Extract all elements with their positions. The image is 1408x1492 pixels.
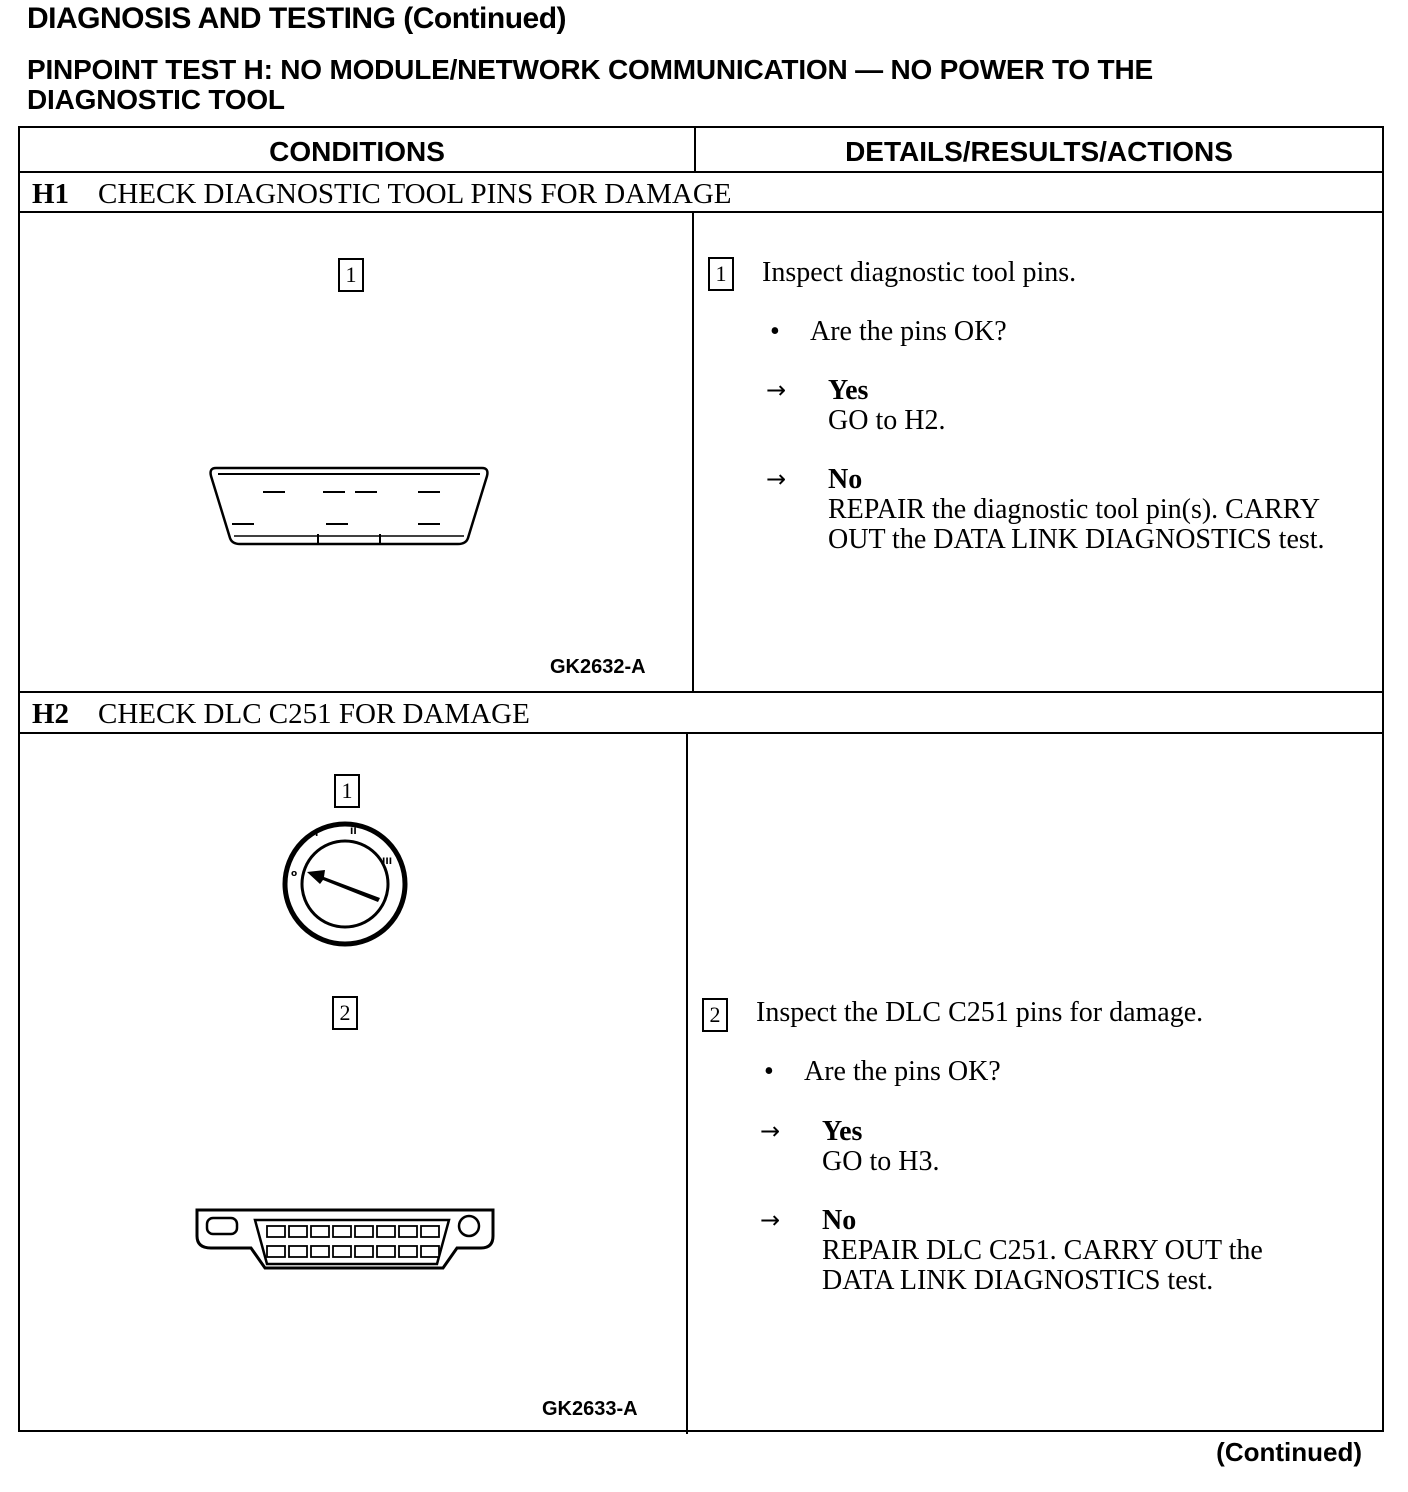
column-divider	[686, 734, 688, 1434]
h2-no-label: No	[822, 1205, 857, 1236]
svg-text:III: III	[382, 857, 393, 867]
svg-text:I: I	[315, 829, 319, 839]
divider	[20, 691, 1382, 693]
step-h2-title: CHECK DLC C251 FOR DAMAGE	[98, 698, 530, 730]
step-h1-id: H1	[32, 178, 70, 210]
continued-footer: (Continued)	[1216, 1437, 1362, 1467]
step-h2-title-row	[32, 698, 530, 731]
pinpoint-test-table	[18, 126, 1384, 1432]
h1-no-action-line-2: OUT the DATA LINK DIAGNOSTICS test.	[828, 524, 1325, 555]
divider	[20, 732, 1382, 734]
h1-no-result	[828, 465, 1325, 555]
details-column-header: DETAILS/RESULTS/ACTIONS	[845, 136, 1233, 167]
h2-action-text: Inspect the DLC C251 pins for damage.	[756, 997, 1204, 1028]
h1-no-label: No	[828, 464, 863, 495]
h2-yes-label: Yes	[822, 1116, 863, 1147]
test-title-line-1: PINPOINT TEST H: NO MODULE/NETWORK COMMUNICATION — NO POWER TO THE	[27, 54, 1153, 85]
h2-no-action-line-2: DATA LINK DIAGNOSTICS test.	[822, 1265, 1214, 1296]
h2-question-bullet: •	[764, 1056, 774, 1087]
dlc-connector-icon	[193, 1204, 499, 1278]
step-h1-title-row	[32, 178, 731, 211]
h2-no-result	[822, 1206, 1263, 1296]
svg-text:II: II	[350, 827, 357, 837]
step-h2-id: H2	[32, 698, 70, 730]
conditions-column-header: CONDITIONS	[269, 136, 445, 167]
h1-figure-id: GK2632-A	[550, 656, 646, 678]
step-h1-title: CHECK DIAGNOSTIC TOOL PINS FOR DAMAGE	[98, 178, 732, 210]
page-heading: DIAGNOSIS AND TESTING (Continued)	[27, 2, 567, 35]
h2-action-number: 2	[702, 998, 728, 1032]
h1-figure-label: 1	[338, 258, 364, 292]
h1-no-arrow-icon: →	[766, 465, 787, 493]
diagnostic-tool-connector-icon	[208, 464, 490, 550]
h1-action-number: 1	[708, 257, 734, 291]
divider	[20, 211, 1382, 213]
divider	[20, 171, 1382, 173]
h1-no-action-line-1: REPAIR the diagnostic tool pin(s). CARRY	[828, 494, 1321, 525]
h1-yes-arrow-icon: →	[766, 376, 787, 404]
h2-yes-action: GO to H3.	[822, 1146, 940, 1177]
h1-question-bullet: •	[770, 316, 780, 347]
h2-figure-label-2: 2	[332, 996, 358, 1030]
h2-figure-id: GK2633-A	[542, 1398, 638, 1420]
h1-yes-result	[828, 376, 945, 436]
svg-text:o: o	[291, 869, 298, 879]
h2-no-action-line-1: REPAIR DLC C251. CARRY OUT the	[822, 1235, 1263, 1266]
h1-action-text: Inspect diagnostic tool pins.	[762, 257, 1077, 288]
h2-question: Are the pins OK?	[804, 1056, 1001, 1087]
column-divider	[694, 128, 696, 171]
test-title-line-2: DIAGNOSTIC TOOL	[27, 84, 285, 115]
h2-yes-result	[822, 1117, 939, 1177]
column-divider	[692, 213, 694, 691]
h1-yes-label: Yes	[828, 375, 869, 406]
h1-question: Are the pins OK?	[810, 316, 1007, 347]
ignition-switch-icon	[282, 822, 412, 948]
h2-no-arrow-icon: →	[760, 1206, 781, 1234]
pinpoint-test-title	[27, 55, 1153, 115]
h1-yes-action: GO to H2.	[828, 405, 946, 436]
h2-yes-arrow-icon: →	[760, 1117, 781, 1145]
h2-figure-label-1: 1	[334, 774, 360, 808]
